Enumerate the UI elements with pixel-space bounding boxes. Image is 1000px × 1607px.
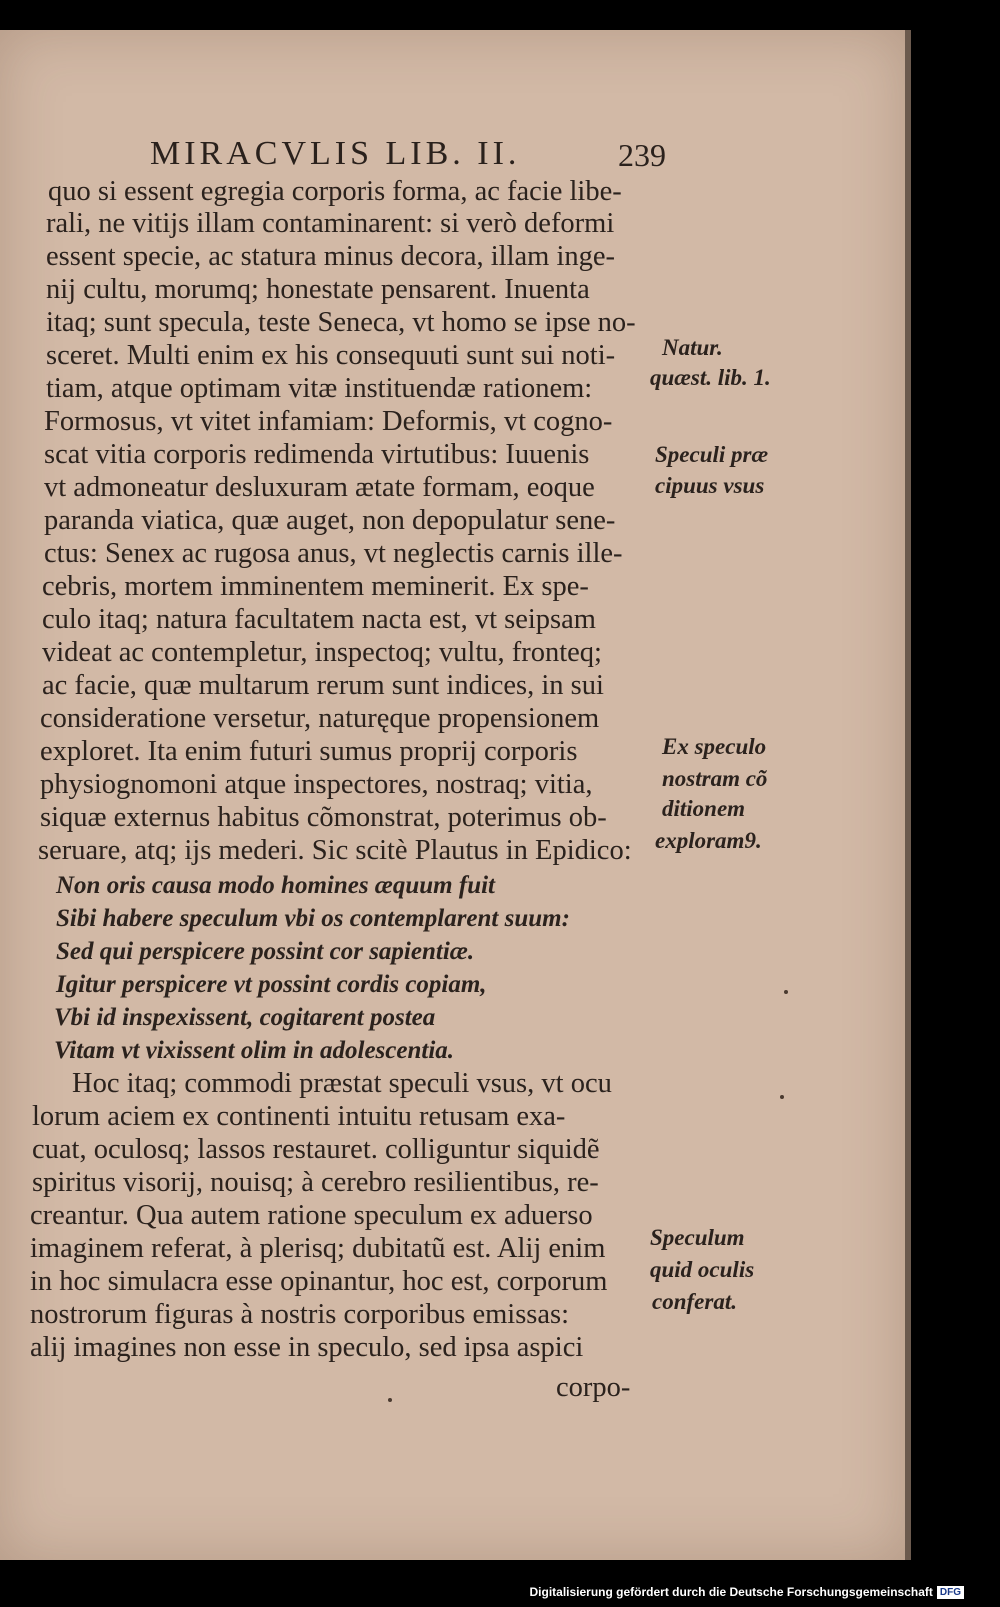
paper-spot: [388, 1398, 392, 1402]
text-line: itaq; sunt specula, teste Seneca, vt homo se ipse no-: [46, 307, 636, 338]
text-line: paranda viatica, quæ auget, non depopulatur sene-: [44, 505, 616, 536]
text-line: cuat, oculosq; lassos restauret. colliguntur siquidẽ: [32, 1134, 600, 1165]
text-line: ac facie, quæ multarum rerum sunt indices, in sui: [42, 670, 604, 701]
text-line: videat ac contempletur, inspectoq; vultu, fronteq;: [42, 637, 602, 668]
digitization-credit: [529, 1585, 964, 1599]
text-line: nostrorum figuras à nostris corporibus emissas:: [30, 1299, 570, 1330]
text-line: culo itaq; natura facultatem nacta est, vt seipsam: [42, 604, 596, 635]
margin-note-line: exploram9.: [655, 828, 762, 853]
text-line: in hoc simulacra esse opinantur, hoc est, corporum: [30, 1266, 608, 1297]
credit-text: Digitalisierung gefördert durch die Deutsche Forschungsgemeinschaft: [529, 1585, 933, 1599]
verse-line: Sibi habere speculum vbi os contemplarent suum:: [56, 905, 570, 932]
text-line: alij imagines non esse in speculo, sed ipsa aspici: [30, 1332, 584, 1363]
margin-note-line: quid oculis: [650, 1257, 755, 1282]
margin-note-line: conferat.: [652, 1289, 737, 1314]
margin-note-line: Ex speculo: [662, 734, 767, 759]
text-line: quo si essent egregia corporis forma, ac facie libe-: [48, 176, 622, 207]
text-line: vt admoneatur desluxuram ætate formam, eoque: [44, 472, 595, 503]
verse-line: Vbi id inspexissent, cogitarent postea: [54, 1004, 436, 1031]
text-line: Formosus, vt vitet infamiam: Deformis, vt cogno-: [44, 406, 613, 437]
text-line: siquæ externus habitus cõmonstrat, poterimus ob-: [40, 802, 607, 833]
margin-note-line: Speculum: [650, 1225, 745, 1250]
text-line: nij cultu, morumq; honestate pensarent. Inuenta: [46, 274, 590, 305]
catchword: corpo-: [556, 1372, 631, 1403]
margin-note-line: Natur.: [662, 335, 723, 360]
text-line: lorum aciem ex continenti intuitu retusam exa-: [32, 1101, 566, 1132]
paper-spot: [784, 990, 788, 994]
page-number: 239: [618, 137, 666, 173]
verse-line: Sed qui perspicere possint cor sapientiæ.: [56, 938, 475, 965]
text-line: physiognomoni atque inspectores, nostraq; vitia,: [40, 769, 593, 800]
text-line: creantur. Qua autem ratione speculum ex aduerso: [30, 1200, 593, 1231]
text-line: ctus: Senex ac rugosa anus, vt neglectis carnis ille-: [44, 538, 623, 569]
text-line: exploret. Ita enim futuri sumus proprij corporis: [40, 736, 578, 767]
text-line: scat vitia corporis redimenda virtutibus: Iuuenis: [44, 439, 590, 470]
page-edge: [905, 30, 911, 1560]
text-line: imaginem referat, à plerisq; dubitatũ est. Alij enim: [30, 1233, 606, 1264]
text-line: spiritus visorij, nouisq; à cerebro resilientibus, re-: [32, 1167, 599, 1198]
margin-note-line: ditionem: [662, 796, 746, 821]
verse-line: Igitur perspicere vt possint cordis copiam,: [56, 971, 487, 998]
dfg-logo: DFG: [937, 1586, 964, 1599]
text-line: essent specie, ac statura minus decora, illam inge-: [46, 241, 615, 272]
text-line: rali, ne vitijs illam contaminarent: si verò deformi: [46, 208, 615, 239]
text-line: consideratione versetur, naturęque propensionem: [40, 703, 600, 734]
paper-spot: [780, 1095, 784, 1099]
text-line: seruare, atq; ijs mederi. Sic scitè Plautus in Epidico:: [38, 835, 632, 866]
verse-line: Vitam vt vixissent olim in adolescentia.: [54, 1037, 455, 1064]
verse-line: Non oris causa modo homines æquum fuit: [56, 872, 495, 899]
margin-note-line: Speculi præ: [655, 442, 769, 467]
running-head: MIRACVLIS LIB. II.: [150, 135, 521, 172]
text-line: cebris, mortem imminentem meminerit. Ex spe-: [42, 571, 589, 602]
text-line: Hoc itaq; commodi præstat speculi vsus, vt ocu: [72, 1068, 612, 1099]
margin-note-line: quæst. lib. 1.: [650, 365, 771, 390]
margin-note-line: nostram cõ: [662, 766, 768, 791]
text-line: tiam, atque optimam vitæ instituendæ rationem:: [46, 373, 593, 404]
text-line: sceret. Multi enim ex his consequuti sunt sui noti-: [46, 340, 616, 371]
margin-note-line: cipuus vsus: [655, 473, 765, 498]
